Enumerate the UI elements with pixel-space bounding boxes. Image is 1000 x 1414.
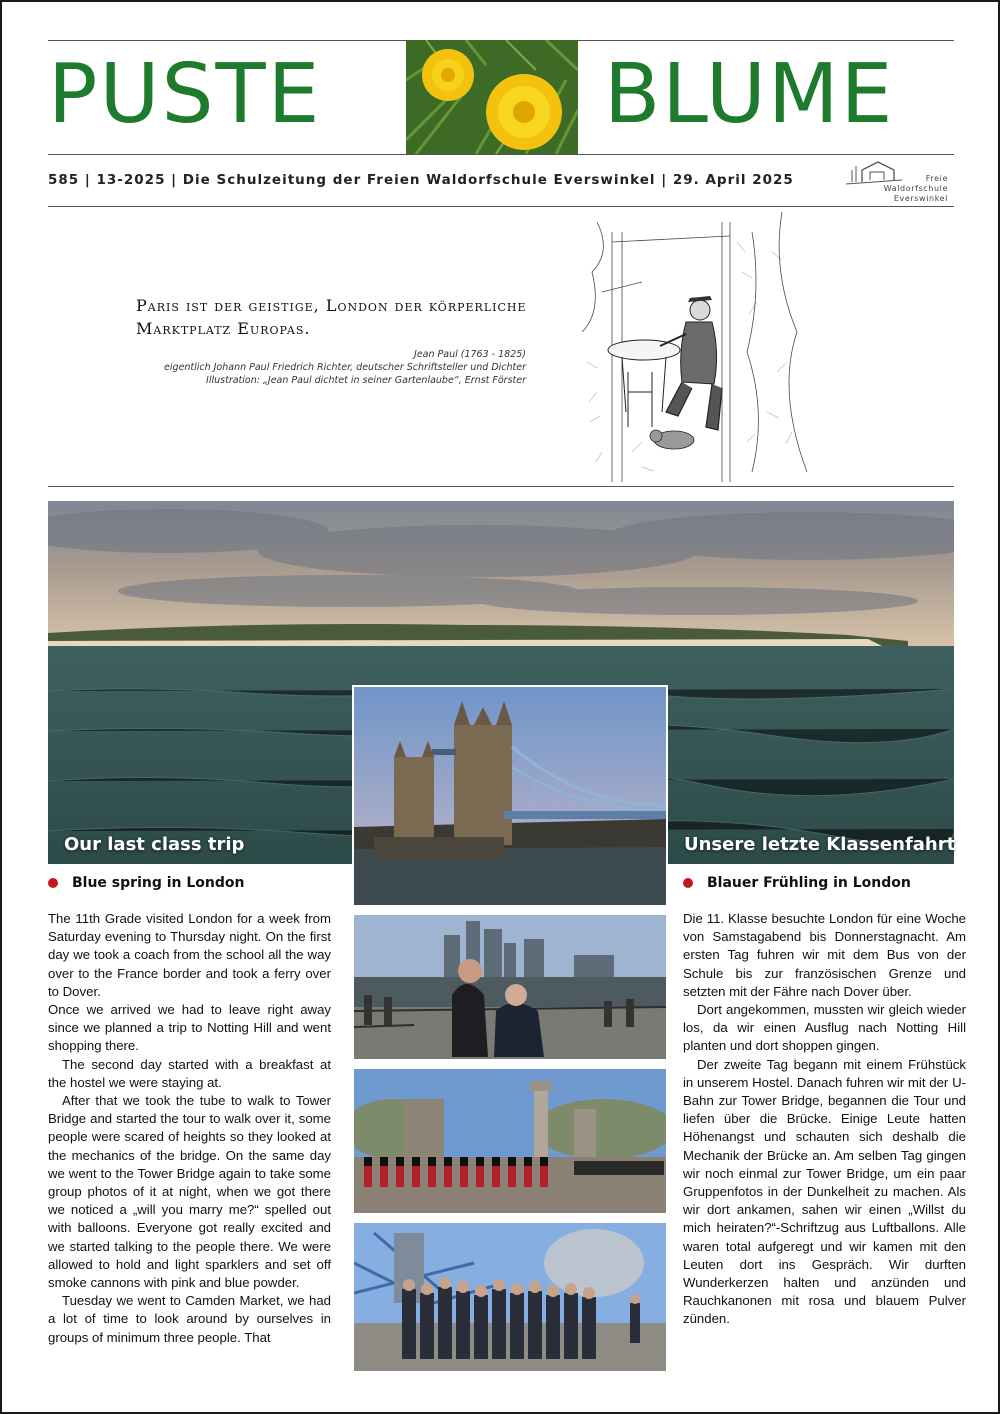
jean-paul-illustration — [582, 212, 814, 482]
subhead-en-text: Blue spring in London — [72, 875, 245, 891]
article-en-paragraph-5: Tuesday we went to Camden Market, we had a lot of time to look around by ourselves in groups of minimum three people. That — [48, 1293, 331, 1345]
quote-author: Jean Paul (1763 - 1825) — [414, 349, 526, 360]
quote-text: Paris ist der geistige, London der körperliche Marktplatz Europas. — [136, 296, 527, 338]
article-de-paragraph-3: Der zweite Tag begann mit einem Frühstück in unserem Hostel. Danach fuhren wir mit der U-Bahn zur Tower Bridge, begannen die Tour und liefen über die Brücke. Einige Leute hatten Höhenangst und schauten sich deshalb die Mechanik der Brücke an. Am selben Tag gingen wir noch einmal zur Tower Bridge, um ein paar Gruppenfotos in der Dunkelheit zu machen. Als wir dort ankamen, sahen wir einen „Willst du mich heiraten?“-Schriftzug aus Luftballons. Alle waren total aufgeregt und wir kamen mit den Leuten dort ins Gespräch. Wir durften Wunderkerzen halten und anzünden und Rauchkanonen mit rosa und blauem Pulver zünden. — [683, 1056, 966, 1327]
masthead-bottom-rule — [48, 154, 954, 155]
tower-bridge-photo — [352, 685, 668, 907]
logo-line-2: Waldorfschule — [883, 184, 948, 193]
guards-parade-photo — [354, 1069, 666, 1213]
article-en-column — [48, 910, 331, 1347]
article-de-paragraph-1: Die 11. Klasse besuchte London für eine Woche von Samstagabend bis Donnerstagnacht. Am ersten Tag fuhren wir mit dem Bus von der Schule bis zur französischen Grenze und setzten mit der Fähre nach Dover über. — [683, 911, 966, 999]
city-skyline-selfie-photo — [354, 915, 666, 1059]
article-en-paragraph-2: Once we arrived we had to leave right away since we planned a trip to Notting Hill and went shopping there. — [48, 1002, 331, 1054]
subhead-en — [48, 875, 244, 891]
logo-line-3: Everswinkel — [893, 194, 948, 203]
masthead-title-right: BLUME — [604, 47, 895, 142]
quote-author-detail: eigentlich Johann Paul Friedrich Richter, deutscher Schriftsteller und Dichter — [163, 362, 526, 373]
quote-illustration-credit: Illustration: „Jean Paul dichtet in seiner Gartenlaube“, Ernst Förster — [206, 375, 526, 386]
hero-title-de: Unsere letzte Klassenfahrt — [684, 834, 956, 855]
logo-line-1: Freie — [925, 174, 948, 183]
school-logo — [844, 158, 956, 206]
hero-title-en: Our last class trip — [64, 834, 245, 855]
quote-bottom-rule — [48, 486, 954, 487]
article-en-paragraph-1: The 11th Grade visited London for a week from Saturday evening to Thursday night. On the first day we took a coach from the school all the way over to the France border and took a ferry over to Dover. — [48, 911, 331, 999]
bullet-icon — [683, 878, 693, 888]
article-de-paragraph-2: Dort angekommen, mussten wir gleich wieder los, da wir einen Ausflug nach Notting Hill planten und dort shoppen gingen. — [683, 1002, 966, 1054]
school-logo-icon — [844, 160, 904, 186]
bullet-icon — [48, 878, 58, 888]
group-photo-tower-bridge — [354, 1223, 666, 1371]
subhead-de — [683, 875, 911, 891]
subhead-de-text: Blauer Frühling in London — [707, 875, 911, 891]
infobar-bottom-rule — [48, 206, 954, 207]
issue-info: 585 | 13-2025 | Die Schulzeitung der Freien Waldorfschule Everswinkel | 29. April 2025 — [48, 172, 794, 188]
masthead-title-left: PUSTE — [48, 47, 322, 142]
dandelion-photo — [406, 40, 578, 154]
article-en-paragraph-4: After that we took the tube to walk to Tower Bridge and started the tour to walk over it, some people were scared of heights so they looked at the mechanics of the bridge. On the same day we went to the Tower Bridge again to take some group photos of it at night, when we got there we noticed a „will you marry me?“ spelled out with balloons. Everyone got really excited and we started talking to the people there. We were allowed to hold and light sparklers and set off smoke cannons with pink and blue powder. — [48, 1093, 331, 1291]
quote-credit — [152, 348, 526, 387]
article-en-paragraph-3: The second day started with a breakfast at the hostel we were staying at. — [48, 1056, 331, 1090]
article-de-column — [683, 910, 966, 1329]
